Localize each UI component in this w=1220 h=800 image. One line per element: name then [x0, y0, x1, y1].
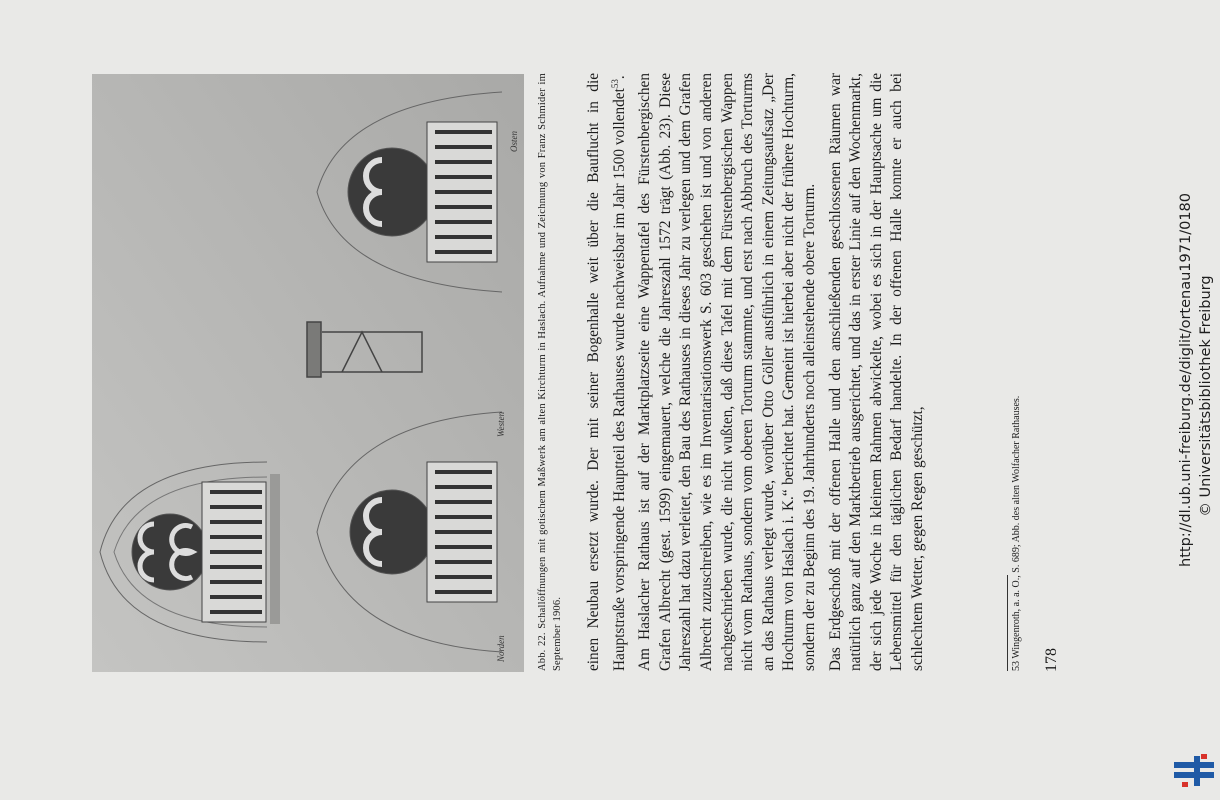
- copyright-notice: © Universitätsbibliothek Freiburg: [1198, 275, 1214, 517]
- university-library-logo-icon: [1172, 748, 1216, 792]
- body-text: [584, 73, 934, 671]
- figure-tracery-drawing: [92, 74, 524, 672]
- paragraph-3: Das Erdgeschoß mit der offenen Halle und den anschließenden geschlossenen Räumen war natürlich ganz auf den Marktbetrieb ausgerichtet, und das in erster Linie auf den Wochenmarkt, der sich jede Woche in kleinem Rahmen abwickelte, wobei es sich in der Hauptsache um die Lebensmittel für den täglichen Bedarf handelte. In der offenen Halle konnte er auch bei schlechtem Wetter, gegen Regen geschützt,: [826, 73, 926, 671]
- paragraph-1: einen Neubau ersetzt wurde. Der mit seiner Bogenhalle weit über die Bauflucht in die Hauptstraße vorspringende Hauptteil des Rathauses wurde nachweisbar im Jahr 1500 vollendet$^{53}$.: [585, 73, 628, 671]
- paragraph-2: Am Haslacher Rathaus ist auf der Marktplatzseite eine Wappentafel des Fürstenbergischen Grafen Albrecht (gest. 1599) eingemauert, welche die Jahreszahl 1572 trägt (Abb. 23). Diese Jahreszahl hat dazu verleitet, den Bau des Rathauses in dieses Jahr zu verlegen und dem Grafen Albrecht zuzuschreiben, wie es im Inventarisationswerk S. 603 geschehen ist und von anderen nachgeschrieben wurde, die nicht wußten, daß diese Tafel mit dem Fürstenbergischen Wappen nicht vom Rathaus, sondern vom oberen Torturm stammte, und erst nach Abbruch des Torturms an das Rathaus verlegt wurde, worüber Otto Göller ausführlich in einem Zeitungsaufsatz „Der Hochturm von Haslach i. K.“ berichtet hat. Gemeint ist hierbei aber nicht der frühere Hochturm, sondern der zu Beginn des 19. Jahrhunderts noch alleinstehende obere Torturm.: [636, 73, 819, 671]
- figure-annotation-osten: Osten: [509, 131, 519, 152]
- footnote: 53 Wingenroth, a. a. O., S. 689; Abb. des alten Wolfacher Rathauses.: [1011, 395, 1022, 671]
- footnote-reference[interactable]: 53: [609, 79, 620, 89]
- figure-caption: Abb. 22. Schallöffnungen mit gotischem Maßwerk am alten Kirchturm in Haslach. Aufnahme und Zeichnung von Franz Schmider im September 1906.: [537, 73, 563, 671]
- paragraph-1-text: einen Neubau ersetzt wurde. Der mit seiner Bogenhalle weit über die Bauflucht in die Hauptstraße vorspringende Hauptteil des Rathauses wurde nachweisbar im Jahr 1500 vollendet: [585, 73, 628, 671]
- figure-annotation-norden: Norden: [496, 635, 506, 662]
- permalink-url[interactable]: http://dl.ub.uni-freiburg.de/diglit/ortenau1971/0180: [1178, 193, 1194, 567]
- tracery-drawing-svg: [92, 74, 524, 672]
- figure-annotation-westen: Westen: [496, 411, 506, 437]
- window-1-sill: [270, 474, 280, 624]
- footnote-divider: [1007, 575, 1008, 671]
- page-number: 178: [1043, 648, 1060, 672]
